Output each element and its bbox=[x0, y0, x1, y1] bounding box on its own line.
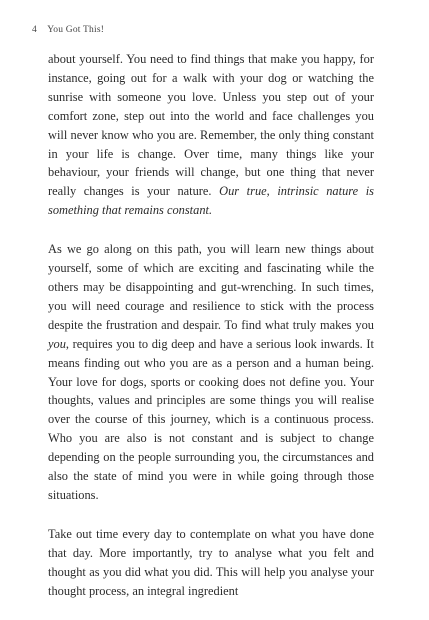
paragraph-3-text: Take out time every day to contemplate on what you have done that day. More importantly, try to analyse what you felt and thought as you did what you did. This will help you analyse your thought process, an integral ingredient bbox=[48, 526, 374, 598]
running-head bbox=[32, 25, 104, 35]
paragraph-3 bbox=[48, 525, 374, 601]
paragraph-1-italic: Our true, intrinsic nature is something that remains constant. bbox=[48, 184, 374, 218]
paragraph-1 bbox=[48, 50, 374, 220]
body-text bbox=[48, 50, 374, 620]
paragraph-2 bbox=[48, 240, 374, 505]
paragraph-2-part1: As we go along on this path, you will learn new things about yourself, some of which are exciting and fascinating while the others may be disappointing and gut-wrenching. In such times, you will need courage and resilience to stick with the process despite the frustration and despair. To find what truly makes you bbox=[48, 242, 374, 332]
page-number: 4 bbox=[32, 25, 37, 35]
paragraph-2-part2: , requires you to dig deep and have a serious look inwards. It means finding out who you are as a person and a human being. Your love for dogs, sports or cooking does not define you. Your thoughts, values and principles are some things you will realise over the course of this journey, which is a continuous process. Who you are also is not constant and is subject to change depending on the people surrounding you, the circumstances and also the state of mind you were in while going through those situations. bbox=[48, 336, 374, 502]
paragraph-1-text: about yourself. You need to find things that make you happy, for instance, going out for a walk with your dog or watching the sunrise with someone you love. Unless you step out of your comfort zone, step out into the world and face challenges you will never know who you are. Remember, the only thing constant in your life is change. Over time, many things like your behaviour, your friends will change, but one thing that never really changes is your nature. bbox=[48, 52, 374, 199]
book-title: You Got This! bbox=[47, 25, 105, 35]
paragraph-2-italic-word: you bbox=[48, 336, 66, 351]
